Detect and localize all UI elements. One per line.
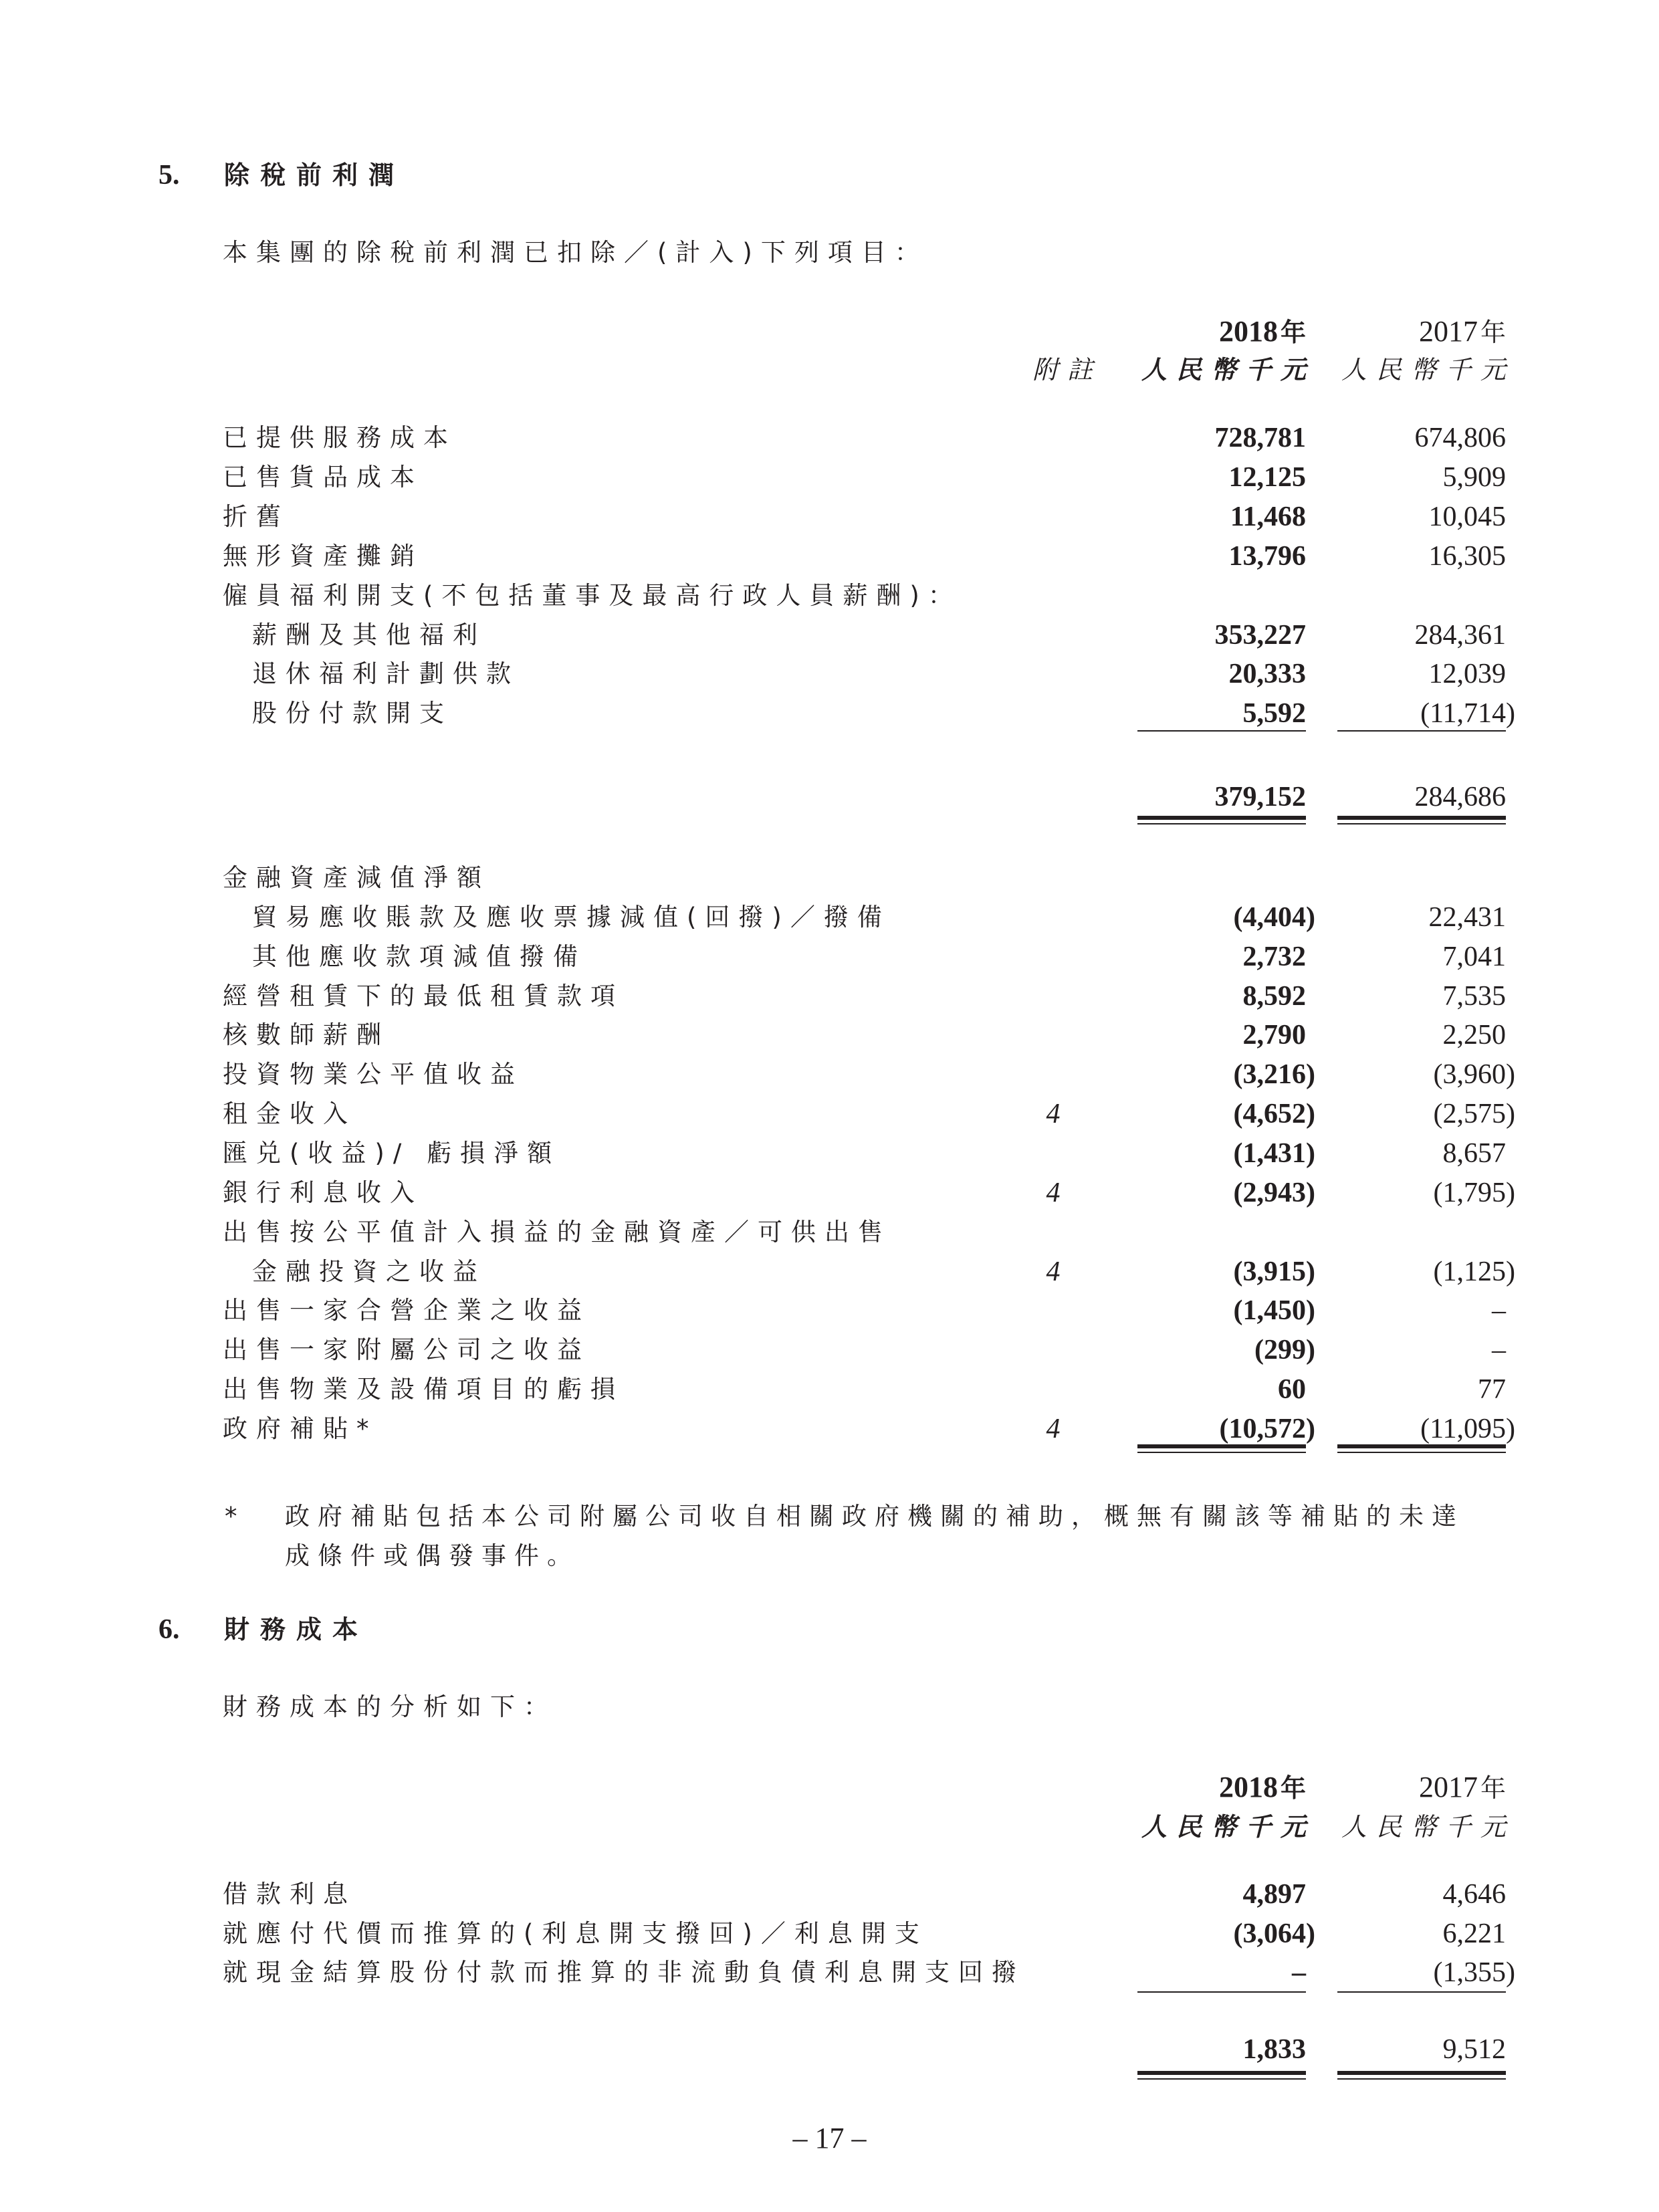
row-label: 其他應收款項減值撥備 (252, 942, 586, 971)
value-2017: 5,909 (1442, 461, 1506, 493)
s6-subtotal-rule-2017 (1337, 1991, 1506, 1993)
year-suffix: 年 (1480, 1773, 1506, 1803)
year-2017: 2017 (1418, 1771, 1478, 1803)
value-2018: 8,592 (1242, 980, 1306, 1012)
value-2017: (2,575) (1433, 1099, 1515, 1130)
value-2017: 16,305 (1428, 540, 1506, 572)
value-2017: 77 (1478, 1374, 1506, 1406)
subtotal-double-rule-2017-thin (1337, 823, 1506, 824)
s6-total-double-rule-2017-thin (1337, 2078, 1506, 2080)
row-label: 銀行利息收入 (223, 1178, 423, 1207)
subtotal-rule-2018 (1137, 730, 1306, 732)
row-label: 出售按公平值計入損益的金融資產／可供出售 (223, 1217, 891, 1246)
header-year-2017 (1419, 316, 1506, 348)
row-label: 僱員福利開支(不包括董事及最高行政人員薪酬)： (223, 580, 962, 610)
page-number: – 17 – (792, 2122, 867, 2154)
value-2018: 353,227 (1214, 619, 1306, 651)
row-label: 貿易應收賬款及應收票據減值(回撥)／撥備 (252, 902, 891, 931)
value-2017: – (1492, 1335, 1506, 1366)
value-2017: 7,041 (1442, 941, 1506, 972)
total-double-rule-2017 (1337, 1444, 1506, 1448)
row-label: 出售物業及設備項目的虧損 (223, 1375, 624, 1404)
value-2018: (3,216) (1233, 1059, 1315, 1091)
value-2018: (4,652) (1233, 1099, 1315, 1130)
value-2018: (2,943) (1233, 1177, 1315, 1208)
total-double-rule-2017-thin (1337, 1452, 1506, 1453)
value-2018: (4,404) (1233, 901, 1315, 933)
subtotal-double-rule-2018-thin (1137, 823, 1306, 824)
header-note-label: 附註 (1032, 355, 1103, 384)
s6-total-double-rule-2017 (1337, 2071, 1506, 2075)
row-note-ref: 4 (1046, 1413, 1061, 1444)
value-2017: 6,221 (1442, 1918, 1506, 1949)
footnote-marker: * (225, 1502, 237, 1531)
value-2017: 2,250 (1442, 1020, 1506, 1051)
value-2017: (1,125) (1433, 1256, 1515, 1287)
header-unit-2018: 人民幣千元 (1141, 355, 1315, 384)
subtotal-2018: 379,152 (1214, 782, 1306, 812)
value-2018: (3,064) (1233, 1918, 1315, 1949)
s6-header-year-2017 (1419, 1771, 1506, 1804)
s6-total-2018: 1,833 (1242, 2034, 1306, 2065)
row-label: 經營租賃下的最低租賃款項 (223, 981, 624, 1010)
row-note-ref: 4 (1046, 1177, 1061, 1208)
s6-header-year-2018 (1219, 1771, 1306, 1804)
value-2018: 60 (1278, 1374, 1306, 1406)
row-label: 金融資產減值淨額 (223, 863, 490, 892)
row-label: 股份付款開支 (252, 699, 453, 728)
s6-total-double-rule-2018-thin (1137, 2078, 1306, 2080)
value-2018: (10,572) (1219, 1413, 1315, 1444)
value-2018: – (1292, 1957, 1306, 1988)
value-2018: 13,796 (1228, 540, 1306, 572)
section-6-title: 財務成本 (224, 1615, 369, 1644)
section-5-number: 5. (158, 160, 180, 191)
section-5-intro: 本集團的除稅前利潤已扣除／(計入)下列項目： (223, 238, 928, 267)
year-suffix: 年 (1480, 318, 1506, 347)
row-note-ref: 4 (1046, 1099, 1061, 1130)
year-2018: 2018 (1218, 315, 1278, 348)
value-2017: (11,714) (1420, 698, 1515, 730)
value-2017: 674,806 (1414, 423, 1506, 453)
year-suffix: 年 (1280, 318, 1306, 347)
row-label: 租金收入 (223, 1099, 356, 1129)
value-2018: 12,125 (1228, 461, 1306, 493)
value-2018: (299) (1254, 1335, 1315, 1366)
value-2017: 12,039 (1428, 659, 1506, 690)
value-2017: 7,535 (1442, 980, 1506, 1012)
s6-header-unit-2018: 人民幣千元 (1141, 1812, 1315, 1842)
subtotal-double-rule-2018 (1137, 816, 1306, 820)
year-2017: 2017 (1418, 315, 1478, 348)
value-2017: 4,646 (1442, 1879, 1506, 1910)
subtotal-rule-2017 (1337, 730, 1506, 732)
footnote-line-2: 成條件或偶發事件。 (285, 1541, 580, 1570)
row-label: 投資物業公平值收益 (223, 1060, 524, 1089)
s6-total-double-rule-2018 (1137, 2071, 1306, 2075)
row-label: 已提供服務成本 (223, 423, 457, 452)
value-2017: 284,361 (1414, 619, 1506, 651)
row-note-ref: 4 (1046, 1256, 1061, 1287)
value-2017: (1,355) (1433, 1957, 1515, 1988)
value-2017: 8,657 (1442, 1137, 1506, 1169)
s6-total-2017: 9,512 (1442, 2034, 1506, 2065)
s6-header-unit-2017: 人民幣千元 (1341, 1812, 1515, 1842)
value-2018: 728,781 (1214, 423, 1306, 453)
row-label: 折舊 (223, 502, 290, 531)
year-suffix: 年 (1280, 1773, 1306, 1803)
row-label: 無形資產攤銷 (223, 541, 423, 570)
value-2018: 2,790 (1242, 1020, 1306, 1051)
value-2018: 4,897 (1242, 1879, 1306, 1910)
section-5-title: 除稅前利潤 (224, 160, 405, 190)
row-label: 薪酬及其他福利 (252, 620, 486, 649)
row-label: 匯兑(收益)/ 虧損淨額 (223, 1138, 561, 1168)
value-2018: 2,732 (1242, 941, 1306, 972)
value-2017: (1,795) (1433, 1177, 1515, 1208)
row-label: 金融投資之收益 (252, 1256, 486, 1286)
row-label: 核數師薪酬 (223, 1020, 390, 1050)
section-6-intro: 財務成本的分析如下： (223, 1692, 557, 1721)
value-2018: (1,450) (1233, 1295, 1315, 1327)
value-2017: – (1492, 1295, 1506, 1327)
value-2018: (3,915) (1233, 1256, 1315, 1287)
value-2018: (1,431) (1233, 1137, 1315, 1169)
row-label: 出售一家附屬公司之收益 (223, 1335, 590, 1365)
total-double-rule-2018-thin (1137, 1452, 1306, 1453)
value-2017: 22,431 (1428, 901, 1506, 933)
row-label: 就應付代價而推算的(利息開支撥回)／利息開支 (223, 1918, 928, 1948)
total-double-rule-2018 (1137, 1444, 1306, 1448)
value-2018: 11,468 (1230, 501, 1306, 532)
value-2017: 10,045 (1428, 501, 1506, 532)
s6-subtotal-rule-2018 (1137, 1991, 1306, 1993)
header-unit-2017: 人民幣千元 (1341, 355, 1515, 384)
value-2017: (3,960) (1433, 1059, 1515, 1091)
row-label: 借款利息 (223, 1880, 356, 1908)
section-6-number: 6. (158, 1614, 180, 1645)
value-2018: 5,592 (1242, 698, 1306, 730)
row-label: 已售貨品成本 (223, 462, 423, 491)
row-label: 政府補貼* (223, 1414, 378, 1443)
row-label: 出售一家合營企業之收益 (223, 1296, 590, 1325)
value-2017: (11,095) (1420, 1413, 1515, 1444)
header-year-2018 (1219, 316, 1306, 348)
subtotal-2017: 284,686 (1414, 782, 1506, 812)
row-label: 退休福利計劃供款 (252, 659, 520, 689)
value-2018: 20,333 (1228, 659, 1306, 690)
row-label: 就現金結算股份付款而推算的非流動負債利息開支回撥 (223, 1958, 1025, 1987)
year-2018: 2018 (1218, 1771, 1278, 1803)
footnote-line-1: 政府補貼包括本公司附屬公司收自相關政府機關的補助，概無有關該等補貼的未達 (285, 1502, 1464, 1531)
subtotal-double-rule-2017 (1337, 816, 1506, 820)
